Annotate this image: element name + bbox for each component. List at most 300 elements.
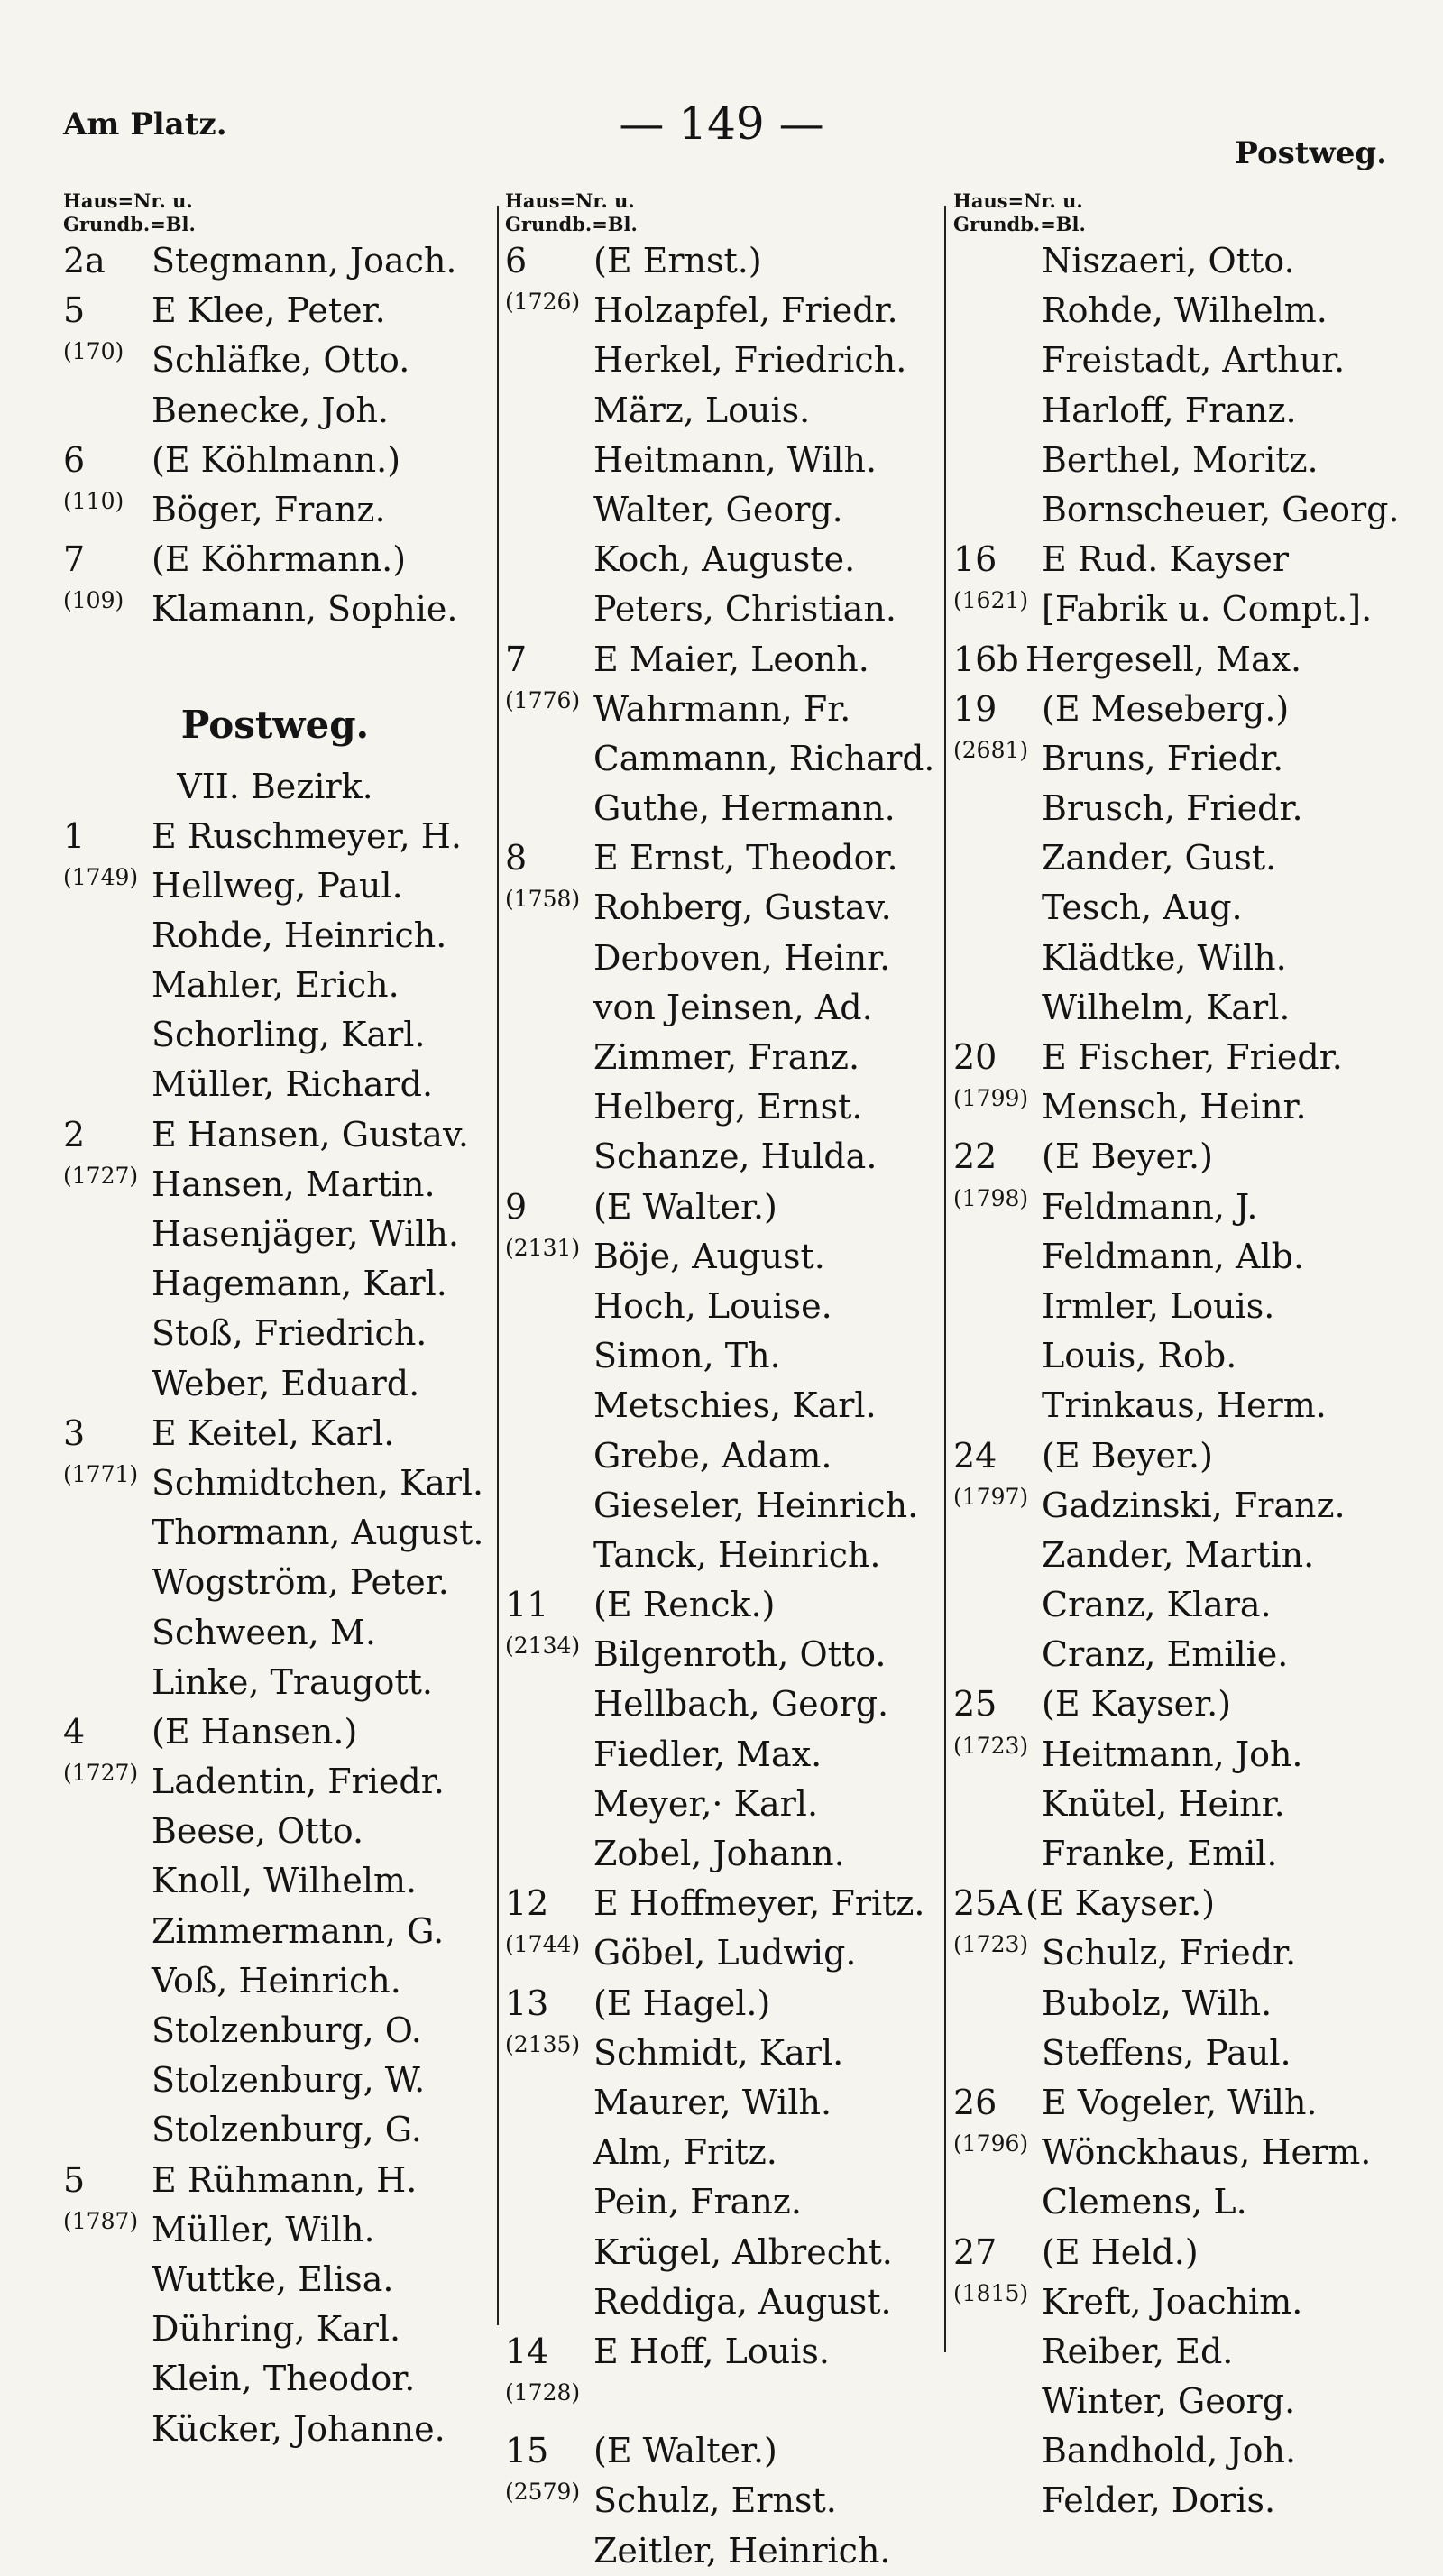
directory-entry <box>953 2426 1404 2476</box>
resident-name: (E Beyer.) <box>1042 1435 1213 1476</box>
resident-name: Zander, Gust. <box>1042 838 1277 879</box>
land-register-number: (1727) <box>63 1760 139 1787</box>
directory-entry <box>953 236 1404 286</box>
directory-entry <box>953 584 1404 634</box>
resident-name: Wuttke, Elisa. <box>152 2259 394 2299</box>
resident-name: Zimmer, Franz. <box>593 1037 860 1077</box>
directory-entry <box>505 386 938 436</box>
directory-entry <box>505 336 938 385</box>
resident-name: Böje, August. <box>593 1236 825 1276</box>
directory-entry <box>505 1381 938 1431</box>
land-register-number: (2131) <box>505 1234 581 1261</box>
directory-entry <box>505 2476 938 2525</box>
resident-name: Felder, Doris. <box>1042 2480 1276 2521</box>
resident-name: Dühring, Karl. <box>152 2309 401 2350</box>
resident-name: E Hoff, Louis. <box>593 2331 830 2371</box>
land-register-number: (2135) <box>505 2030 581 2057</box>
land-register-number: (1796) <box>953 2130 1029 2157</box>
directory-entry <box>953 1033 1404 1082</box>
directory-entry <box>953 2128 1404 2177</box>
directory-entry <box>63 1010 487 1060</box>
page-number: — 149 — <box>619 97 824 150</box>
resident-name: Zeitler, Heinrich. <box>593 2530 891 2571</box>
resident-name: Benecke, Joh. <box>152 390 389 430</box>
resident-name: (E Ernst.) <box>593 241 762 281</box>
directory-entry <box>63 2405 487 2454</box>
directory-entry <box>953 286 1404 336</box>
directory-entry <box>63 1757 487 1807</box>
resident-name: Cammann, Richard. <box>593 738 935 778</box>
resident-name: Schläfke, Otto. <box>152 340 410 381</box>
directory-entry <box>63 1409 487 1458</box>
resident-name: (E Köhlmann.) <box>152 439 401 480</box>
resident-name: E Keitel, Karl. <box>152 1412 395 1453</box>
resident-name: Hansen, Martin. <box>152 1164 436 1204</box>
resident-name: Schulz, Friedr. <box>1042 1933 1297 1973</box>
resident-name: Bornscheuer, Georg. <box>1042 489 1400 529</box>
directory-entry <box>505 1531 938 1580</box>
house-number: 4 <box>63 1711 86 1752</box>
land-register-number: (2134) <box>505 1633 581 1660</box>
entry-list-1a <box>63 236 487 635</box>
resident-name: Böger, Franz. <box>152 489 386 529</box>
column-3 <box>953 189 1404 2526</box>
resident-name: (E Hagel.) <box>593 1983 771 2023</box>
land-register-number: (1723) <box>953 1931 1029 1958</box>
resident-name: Franke, Emil. <box>1042 1834 1278 1873</box>
resident-name: (E Walter.) <box>593 1186 777 1227</box>
resident-name: Bruns, Friedr. <box>1042 738 1284 778</box>
resident-name: Voß, Heinrich. <box>152 1960 401 2001</box>
resident-name: Clemens, L. <box>1042 2182 1247 2222</box>
directory-entry <box>953 436 1404 485</box>
land-register-number: (2681) <box>953 736 1029 763</box>
land-register-number: (1798) <box>953 1184 1029 1211</box>
directory-entry <box>953 934 1404 983</box>
directory-entry <box>953 535 1404 584</box>
directory-entry <box>505 1630 938 1679</box>
house-number: 27 <box>953 2231 997 2272</box>
resident-name: Gadzinski, Franz. <box>1042 1485 1346 1525</box>
house-number: 24 <box>953 1435 997 1476</box>
directory-entry <box>63 2354 487 2404</box>
directory-entry <box>953 2078 1404 2128</box>
directory-entry <box>63 1907 487 1956</box>
directory-entry <box>953 1928 1404 1978</box>
directory-entry <box>63 1309 487 1358</box>
resident-name: (E Meseberg.) <box>1042 688 1290 729</box>
resident-name: Schorling, Karl. <box>152 1015 426 1055</box>
column-divider-2 <box>944 206 946 2352</box>
resident-name: Helberg, Ernst. <box>593 1087 863 1127</box>
header-street-left: Am Platz. <box>63 106 227 143</box>
resident-name: Holzapfel, Friedr. <box>593 290 898 331</box>
directory-entry <box>63 1060 487 1109</box>
resident-name: Alm, Fritz. <box>593 2132 777 2173</box>
column-caption-line-1: Haus=Nr. u. <box>505 189 635 212</box>
resident-name: Walter, Georg. <box>593 489 843 529</box>
resident-name: Klädtke, Wilh. <box>1042 937 1287 978</box>
resident-name: Berthel, Moritz. <box>1042 439 1319 480</box>
resident-name: Hellweg, Paul. <box>152 865 403 906</box>
directory-entry <box>63 1210 487 1259</box>
section-subtitle-row <box>63 756 487 812</box>
directory-entry <box>953 2327 1404 2377</box>
resident-name: E Hoffmeyer, Fritz. <box>593 1883 925 1924</box>
directory-entry <box>505 1679 938 1729</box>
directory-entry <box>63 1259 487 1309</box>
directory-entry <box>505 983 938 1033</box>
directory-entry <box>953 1481 1404 1531</box>
resident-name: (E Walter.) <box>593 2431 777 2471</box>
resident-name: Stolzenburg, W. <box>152 2060 426 2101</box>
resident-name: Reiber, Ed. <box>1042 2331 1234 2371</box>
land-register-number: (1727) <box>63 1162 139 1189</box>
resident-name: E Maier, Leonh. <box>593 639 869 679</box>
directory-entry <box>505 1232 938 1282</box>
resident-name: Hagemann, Karl. <box>152 1264 447 1304</box>
resident-name: Trinkaus, Herm. <box>1042 1385 1327 1426</box>
column-1 <box>63 189 487 2454</box>
land-register-number: (1799) <box>953 1085 1029 1112</box>
resident-name: Wogström, Peter. <box>152 1562 449 1603</box>
resident-name: Schmidtchen, Karl. <box>152 1462 484 1503</box>
resident-name: Derboven, Heinr. <box>593 937 891 978</box>
directory-entry <box>505 833 938 883</box>
resident-name: Bandhold, Joh. <box>1042 2431 1297 2471</box>
resident-name: Feldmann, J. <box>1042 1186 1258 1227</box>
house-number: 2a <box>63 241 106 281</box>
resident-name: Krügel, Albrecht. <box>593 2231 893 2272</box>
directory-entry <box>953 485 1404 535</box>
resident-name: März, Louis. <box>593 390 811 430</box>
resident-name: (E Kayser.) <box>1025 1883 1216 1924</box>
directory-entry <box>953 883 1404 933</box>
directory-entry <box>953 1979 1404 2029</box>
land-register-number: (1744) <box>505 1931 581 1958</box>
resident-name: Guthe, Hermann. <box>593 788 896 829</box>
resident-name: Thormann, August. <box>152 1513 484 1553</box>
entry-list-2 <box>505 236 938 2576</box>
directory-entry <box>505 635 938 685</box>
directory-entry <box>63 336 487 385</box>
resident-name: E Fischer, Friedr. <box>1042 1037 1343 1077</box>
resident-name: Mahler, Erich. <box>152 965 400 1006</box>
resident-name: (E Renck.) <box>593 1585 776 1625</box>
resident-name: Stolzenburg, O. <box>152 2010 422 2050</box>
house-number: 14 <box>505 2331 549 2371</box>
resident-name: Simon, Th. <box>593 1336 781 1376</box>
directory-entry <box>505 2377 938 2426</box>
column-caption-line-1: Haus=Nr. u. <box>63 189 193 212</box>
resident-name: Peters, Christian. <box>593 589 896 630</box>
resident-name: Hoch, Louise. <box>593 1285 832 1326</box>
spacer <box>63 635 487 695</box>
house-number: 6 <box>63 439 86 480</box>
resident-name: Tanck, Heinrich. <box>593 1534 881 1575</box>
resident-name: Herkel, Friedrich. <box>593 340 907 381</box>
directory-entry <box>63 1707 487 1757</box>
directory-entry <box>63 485 487 535</box>
directory-entry <box>63 861 487 911</box>
house-number: 25 <box>953 1684 997 1725</box>
land-register-number: (1815) <box>953 2279 1029 2306</box>
resident-name: Rohde, Wilhelm. <box>1042 290 1328 331</box>
resident-name: Rohde, Heinrich. <box>152 915 447 955</box>
directory-entry <box>953 1381 1404 1431</box>
land-register-number: (1728) <box>505 2379 581 2406</box>
resident-name: E Ernst, Theodor. <box>593 838 898 879</box>
directory-entry <box>953 1531 1404 1580</box>
resident-name: Bilgenroth, Otto. <box>593 1634 887 1675</box>
land-register-number: (109) <box>63 587 124 614</box>
directory-entry <box>63 1160 487 1210</box>
directory-entry <box>953 1132 1404 1182</box>
directory-entry <box>505 784 938 833</box>
directory-entry <box>63 2156 487 2205</box>
resident-name: Schween, M. <box>152 1612 376 1652</box>
resident-name: Meyer,· Karl. <box>593 1783 819 1824</box>
directory-entry <box>63 2255 487 2305</box>
house-number: 19 <box>953 688 997 729</box>
directory-entry <box>505 1431 938 1481</box>
resident-name: Ladentin, Friedr. <box>152 1762 445 1802</box>
column-caption-line-2: Grundb.=Bl. <box>505 213 638 235</box>
house-number: 16 <box>953 539 997 580</box>
header-street-right: Postweg. <box>1235 135 1387 171</box>
directory-entry <box>505 1979 938 2029</box>
land-register-number: (1758) <box>505 886 581 913</box>
directory-entry <box>953 1630 1404 1679</box>
directory-entry <box>63 961 487 1010</box>
directory-entry <box>953 2029 1404 2078</box>
section-subtitle: VII. Bezirk. <box>177 766 373 806</box>
resident-name: Wönckhaus, Herm. <box>1042 2132 1372 2173</box>
resident-name: Louis, Rob. <box>1042 1336 1237 1376</box>
directory-entry <box>505 1829 938 1879</box>
directory-entry <box>505 2426 938 2476</box>
directory-entry <box>505 286 938 336</box>
directory-entry <box>505 1282 938 1331</box>
directory-entry <box>63 386 487 436</box>
resident-name: Wilhelm, Karl. <box>1042 987 1291 1027</box>
resident-name: Müller, Richard. <box>152 1064 434 1105</box>
directory-entry <box>505 1780 938 1829</box>
directory-entry <box>63 2205 487 2255</box>
house-number: 15 <box>505 2431 549 2471</box>
resident-name: Knütel, Heinr. <box>1042 1783 1285 1824</box>
directory-entry <box>63 286 487 336</box>
house-number: 20 <box>953 1037 997 1077</box>
directory-entry <box>505 1331 938 1381</box>
directory-entry <box>63 2305 487 2354</box>
directory-entry <box>63 1558 487 1607</box>
directory-entry <box>505 236 938 286</box>
resident-name: Harloff, Franz. <box>1042 390 1297 430</box>
resident-name: Steffens, Paul. <box>1042 2032 1291 2073</box>
resident-name: Feldmann, Alb. <box>1042 1236 1305 1276</box>
directory-entry <box>63 2105 487 2155</box>
directory-entry <box>63 1807 487 1856</box>
land-register-number: (1787) <box>63 2207 139 2234</box>
directory-entry <box>63 1608 487 1658</box>
land-register-number: (1621) <box>953 587 1029 614</box>
resident-name: E Rühmann, H. <box>152 2159 418 2200</box>
resident-name: von Jeinsen, Ad. <box>593 987 873 1027</box>
resident-name: Hergesell, Max. <box>1025 639 1302 679</box>
land-register-number: (1771) <box>63 1460 139 1487</box>
directory-entry <box>505 1481 938 1531</box>
directory-entry <box>505 2327 938 2377</box>
resident-name: Klein, Theodor. <box>152 2359 416 2399</box>
directory-entry <box>953 983 1404 1033</box>
house-number: 5 <box>63 290 86 331</box>
directory-entry <box>953 833 1404 883</box>
resident-name: Weber, Eduard. <box>152 1363 420 1403</box>
resident-name: Linke, Traugott. <box>152 1661 433 1702</box>
resident-name: Rohberg, Gustav. <box>593 888 892 928</box>
directory-entry <box>63 2006 487 2056</box>
directory-entry <box>505 1033 938 1082</box>
resident-name: Heitmann, Joh. <box>1042 1734 1303 1774</box>
resident-name: E Klee, Peter. <box>152 290 386 331</box>
land-register-number: (1726) <box>505 289 581 316</box>
land-register-number: (1723) <box>953 1732 1029 1759</box>
directory-entry <box>63 812 487 861</box>
directory-entry <box>63 584 487 634</box>
directory-entry <box>953 1879 1404 1928</box>
resident-name: Hellbach, Georg. <box>593 1684 889 1725</box>
house-number: 6 <box>505 241 528 281</box>
resident-name: [Fabrik u. Compt.]. <box>1042 589 1373 630</box>
resident-name: Zobel, Johann. <box>593 1834 845 1873</box>
directory-entry <box>953 685 1404 734</box>
directory-entry <box>505 2228 938 2277</box>
directory-entry <box>63 2056 487 2105</box>
house-number: 25A <box>953 1883 1022 1924</box>
directory-entry <box>63 1458 487 1508</box>
resident-name: Gieseler, Heinrich. <box>593 1485 919 1525</box>
directory-entry <box>953 1679 1404 1729</box>
entry-list-3 <box>953 236 1404 2526</box>
house-number: 26 <box>953 2082 997 2122</box>
resident-name: Irmler, Louis. <box>1042 1285 1275 1326</box>
directory-entry <box>953 1282 1404 1331</box>
directory-entry <box>953 2277 1404 2327</box>
resident-name: (E Kayser.) <box>1042 1684 1232 1725</box>
resident-name: Cranz, Klara. <box>1042 1585 1272 1625</box>
directory-entry <box>953 1232 1404 1282</box>
directory-entry <box>953 1331 1404 1381</box>
resident-name: (E Held.) <box>1042 2231 1199 2272</box>
directory-entry <box>953 1780 1404 1829</box>
house-number: 1 <box>63 815 86 856</box>
directory-entry <box>63 1956 487 2006</box>
house-number: 12 <box>505 1883 549 1924</box>
resident-name: Winter, Georg. <box>1042 2381 1296 2422</box>
resident-name: (E Hansen.) <box>152 1711 358 1752</box>
resident-name: Klamann, Sophie. <box>152 589 458 630</box>
resident-name: Stoß, Friedrich. <box>152 1313 427 1354</box>
house-number: 13 <box>505 1983 549 2023</box>
directory-entry <box>63 1359 487 1409</box>
land-register-number: (1797) <box>953 1483 1029 1510</box>
directory-entry <box>505 485 938 535</box>
directory-entry <box>953 1431 1404 1481</box>
resident-name: (E Beyer.) <box>1042 1136 1213 1177</box>
directory-entry <box>953 336 1404 385</box>
directory-entry <box>505 1730 938 1780</box>
directory-entry <box>505 734 938 784</box>
directory-entry <box>63 1658 487 1707</box>
directory-entry <box>953 1182 1404 1232</box>
resident-name: Freistadt, Arthur. <box>1042 340 1346 381</box>
house-number: 8 <box>505 838 528 879</box>
house-number: 9 <box>505 1186 528 1227</box>
resident-name: Koch, Auguste. <box>593 539 856 580</box>
house-number: 7 <box>63 539 86 580</box>
resident-name: (E Köhrmann.) <box>152 539 407 580</box>
directory-entry <box>505 2277 938 2327</box>
resident-name: Fiedler, Max. <box>593 1734 823 1774</box>
resident-name: E Rud. Kayser <box>1042 539 1290 580</box>
resident-name: Göbel, Ludwig. <box>593 1933 857 1973</box>
directory-entry <box>505 1082 938 1132</box>
resident-name: E Ruschmeyer, H. <box>152 815 463 856</box>
column-caption-line-2: Grundb.=Bl. <box>63 213 196 235</box>
directory-entry <box>953 2377 1404 2426</box>
directory-entry <box>505 2526 938 2576</box>
directory-entry <box>505 934 938 983</box>
land-register-number: (1749) <box>63 863 139 890</box>
directory-entry <box>953 1829 1404 1879</box>
directory-entry <box>953 386 1404 436</box>
column-2 <box>505 189 938 2576</box>
land-register-number: (1776) <box>505 686 581 713</box>
resident-name: Schanze, Hulda. <box>593 1136 878 1177</box>
directory-entry <box>505 1879 938 1928</box>
resident-name: Hasenjäger, Wilh. <box>152 1214 459 1254</box>
resident-name: Maurer, Wilh. <box>593 2082 832 2122</box>
land-register-number: (170) <box>63 338 124 365</box>
resident-name: Tesch, Aug. <box>1042 888 1243 928</box>
directory-entry <box>505 1580 938 1630</box>
resident-name: Mensch, Heinr. <box>1042 1087 1307 1127</box>
resident-name: Bubolz, Wilh. <box>1042 1983 1273 2023</box>
directory-entry <box>953 2476 1404 2525</box>
land-register-number: (2579) <box>505 2479 581 2506</box>
section-title-row <box>63 695 487 756</box>
directory-entry <box>63 911 487 961</box>
directory-entry <box>953 1082 1404 1132</box>
directory-entry <box>953 1730 1404 1780</box>
resident-name: Stegmann, Joach. <box>152 241 457 281</box>
section-title: Postweg. <box>180 702 370 747</box>
directory-entry <box>63 1508 487 1558</box>
resident-name: Stolzenburg, G. <box>152 2110 422 2150</box>
directory-entry <box>953 2228 1404 2277</box>
directory-entry <box>63 436 487 485</box>
directory-entry <box>505 1182 938 1232</box>
resident-name: Niszaeri, Otto. <box>1042 241 1295 281</box>
resident-name: Reddiga, August. <box>593 2281 892 2322</box>
column-divider-1 <box>497 206 499 2325</box>
land-register-number: (110) <box>63 487 124 514</box>
resident-name: Müller, Wilh. <box>152 2209 375 2249</box>
resident-name: Metschies, Karl. <box>593 1385 877 1426</box>
directory-entry <box>505 436 938 485</box>
resident-name: Wahrmann, Fr. <box>593 688 851 729</box>
